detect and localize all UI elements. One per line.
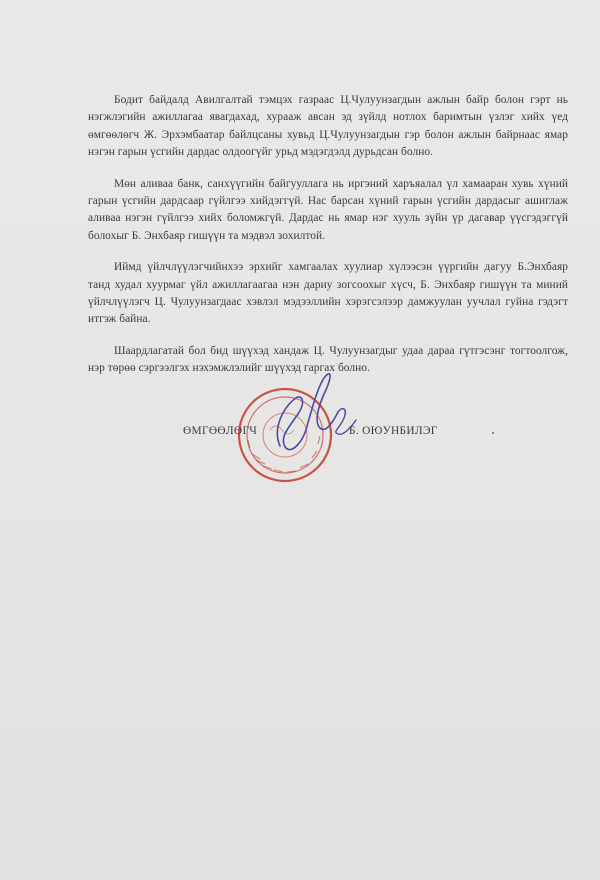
text-line: өмгөөлөгч Ж. Эрхэмбаатар байлцсаны хувьд Ц.Чулуунзагдын гэр болон ажлын байрнаас ямар xyxy=(88,128,568,141)
text-line: үйлчлүүлэгч Ц. Чулуунзагдаас хэвлэл мэдээллийн хэрэгсэлээр дамжуулан уучлал гуйна гэдэгт xyxy=(88,296,568,309)
paragraph-4 xyxy=(60,343,568,378)
letter-body xyxy=(60,92,568,392)
text-line: Иймд үйлчлүүлэгчийнхээ эрхийг хамгаалах хуулиар хүлээсэн үүргийн дагуу Б.Энхбаяр xyxy=(114,261,568,274)
text-line: нэгжлэгийн ажиллагаа явагдахад, хурааж авсан эд зүйлд нотлох баримтын үзлэг хийх үед xyxy=(88,111,568,124)
text-line: Мөн аливаа банк, санхүүгийн байгууллага нь иргэний харъяалал үл хамааран хувь хүний xyxy=(114,177,568,190)
paragraph-2 xyxy=(60,176,568,246)
paragraph-1 xyxy=(60,92,568,162)
text-line: болохыг Б. Энхбаяр гишүүн та мэдвэл зохилтой. xyxy=(88,229,326,242)
paper-speck xyxy=(492,432,494,434)
signer-role: ӨМГӨӨЛӨГЧ xyxy=(183,425,258,437)
text-line: нэр төрөө сэргээлгэх нэхэмжлэлийг шүүхэд гаргах болно. xyxy=(88,362,370,375)
text-line: танд худал хуурмаг үйл ажиллагаагаа нэн дариу зогсоохыг хүсч, Б. Энхбаяр гишүүн та миний xyxy=(88,278,568,291)
text-line: аливаа нэгэн гүйлгээ хийх боломжгүй. Дардас нь ямар нэг хууль зүйн үр дагавар үүсгэдэггүй xyxy=(88,212,568,225)
text-line: Шаардлагатай бол бид шүүхэд хандаж Ц. Чулуунзагдыг удаа дараа гүтгэсэнг тогтоолгож, xyxy=(114,344,568,357)
text-line: нэгэн гарын үсгийн дардас олдоогүйг урьд мэдэгдэлд дурьдсан болно. xyxy=(88,146,433,159)
text-line: Бодит байдалд Авилгалтай тэмцэх газраас Ц.Чулуунзагдын ажлын байр болон гэрт нь xyxy=(114,94,568,106)
signer-name: Б. ОЮУНБИЛЭГ xyxy=(349,425,438,437)
round-seal-icon xyxy=(230,380,340,490)
paragraph-3 xyxy=(60,259,568,329)
text-line: итгэж байна. xyxy=(88,313,151,326)
text-line: гарын үсгийн дардсаар гүйлгээ хийдэггүй. Нас барсан хүний гарын үсгийн дардасыг ашиглаж xyxy=(88,195,568,208)
